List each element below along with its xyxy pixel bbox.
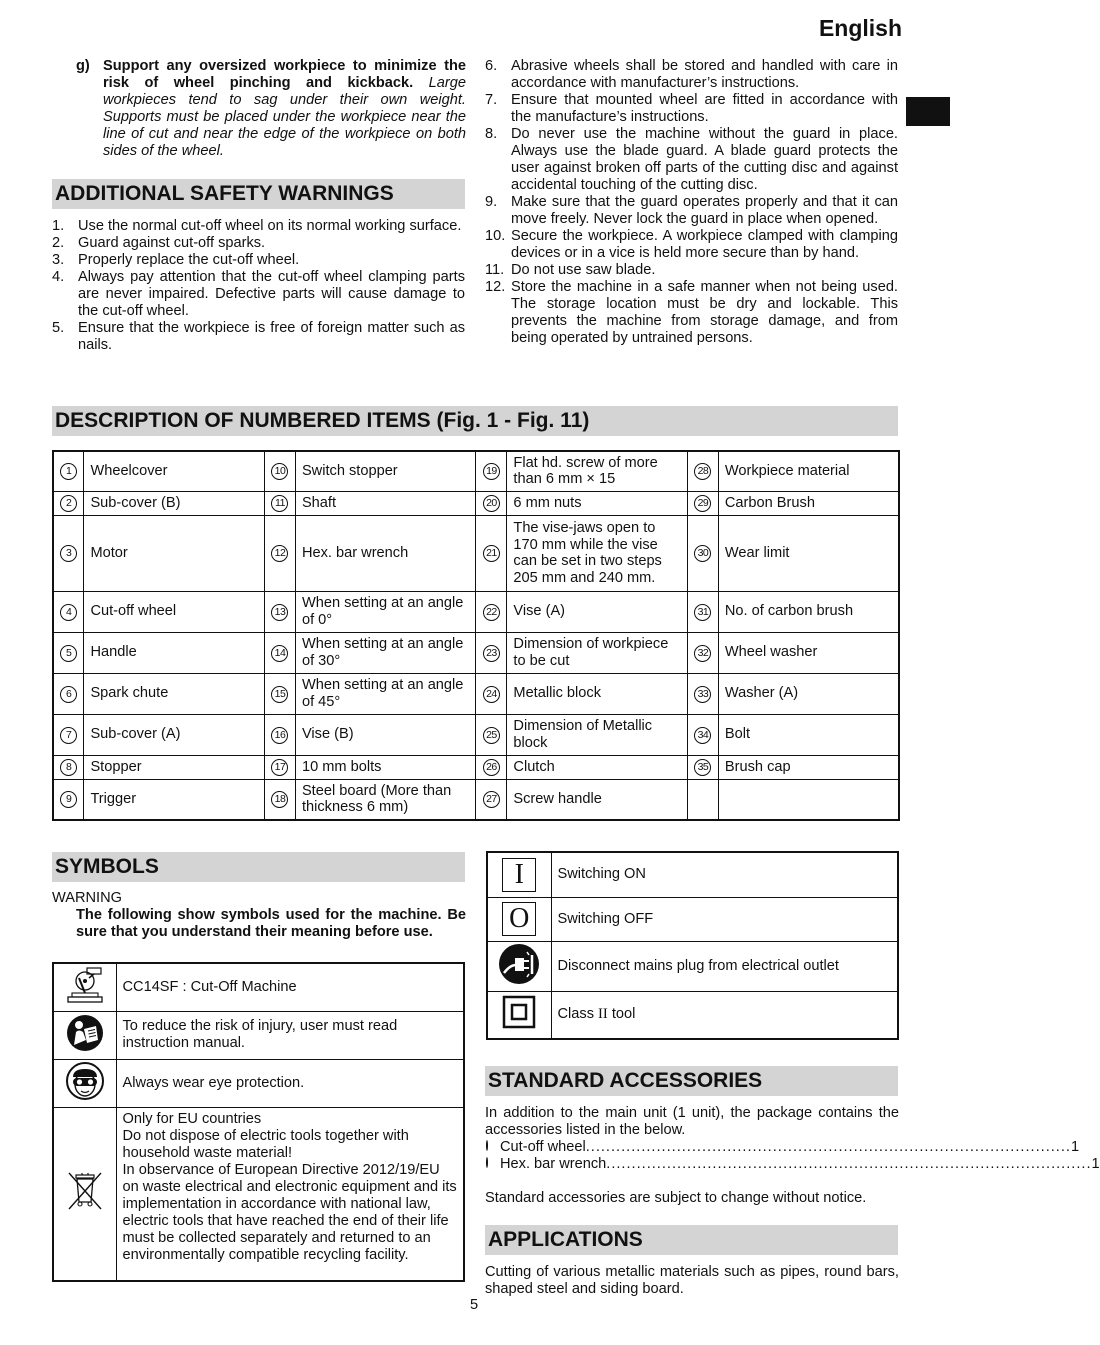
table-row — [53, 591, 899, 632]
additional-safety-heading: ADDITIONAL SAFETY WARNINGS — [52, 179, 465, 209]
item-label: Dimension of Metallic block — [507, 714, 688, 755]
item-number: 4 — [60, 604, 77, 621]
item-number: 9 — [60, 791, 77, 808]
item-number-cell — [265, 632, 296, 673]
item-number-cell — [265, 755, 296, 779]
list-item — [485, 194, 898, 228]
list-item-number: 4. — [52, 269, 65, 285]
item-label — [718, 779, 899, 820]
item-number-cell — [687, 591, 718, 632]
list-item-number: 12. — [485, 279, 506, 295]
item-number-cell — [53, 632, 84, 673]
item-number-cell — [53, 451, 84, 491]
item-label: Flat hd. screw of more than 6 mm × 15 — [507, 451, 688, 491]
disconnect-plug-icon — [498, 943, 540, 985]
eye-protection-icon — [65, 1061, 105, 1101]
symbol-text: Always wear eye protection. — [116, 1059, 464, 1107]
list-item — [52, 218, 465, 235]
list-item-number: 1. — [52, 218, 65, 234]
list-item-text: Abrasive wheels shall be stored and handled with care in accordance with manufacturer’s instructions. — [511, 58, 898, 91]
item-label: Trigger — [84, 779, 265, 820]
item-number: 13 — [271, 604, 288, 621]
list-item-number: 7. — [485, 92, 498, 108]
item-number-cell — [687, 673, 718, 714]
class-ii-icon — [502, 995, 536, 1029]
intro-bold-text: Support any oversized workpiece to minimize the risk of wheel pinching and kickback. — [103, 58, 466, 91]
accessories-intro: In addition to the main unit (1 unit), the package contains the accessories listed in the below. — [485, 1105, 899, 1138]
table-row — [53, 632, 899, 673]
item-label: When setting at an angle of 45° — [295, 673, 476, 714]
symbol-text: CC14SF : Cut-Off Machine — [116, 963, 464, 1011]
applications-heading: APPLICATIONS — [485, 1225, 898, 1255]
weee-bin-icon — [65, 1170, 105, 1212]
warning-text: The following show symbols used for the machine. Be sure that you understand their meaning before use. — [76, 907, 466, 940]
item-label: Motor — [84, 515, 265, 591]
weee-text-body: Only for EU countries Do not dispose of electric tools together with household waste material! In observance of European Directive 2012/19/EU on waste electrical and electronic equipment and its implementation in accordance with national law, electric tools that have reached the end of their life must be collected separately and returned to an environmentally compatible recycling facility. — [122, 1110, 457, 1263]
item-number: 11 — [271, 495, 288, 512]
item-number: 16 — [271, 727, 288, 744]
list-item-text: Ensure that mounted wheel are fitted in accordance with the manufacture’s instructions. — [511, 92, 898, 125]
symbol-icon-cell — [53, 1059, 116, 1107]
item-label: Clutch — [507, 755, 688, 779]
item-number: 30 — [694, 545, 711, 562]
item-label: Steel board (More than thickness 6 mm) — [295, 779, 476, 820]
dot-leader: ................................................................................................ — [585, 1139, 1071, 1155]
item-number: 17 — [271, 759, 288, 776]
item-label: Handle — [84, 632, 265, 673]
item-label: Sub-cover (B) — [84, 491, 265, 515]
item-label: Wheel washer — [718, 632, 899, 673]
item-number-cell — [476, 714, 507, 755]
list-item — [485, 126, 898, 194]
list-item-number: 5. — [52, 320, 65, 336]
symbols-table-right — [486, 851, 899, 1040]
item-label: Sub-cover (A) — [84, 714, 265, 755]
item-number-cell — [265, 714, 296, 755]
item-number-cell — [265, 491, 296, 515]
dot-leader: ................................................................................................ — [606, 1156, 1092, 1172]
symbols-heading: SYMBOLS — [52, 852, 465, 882]
item-number-cell — [53, 591, 84, 632]
symbol-row — [487, 991, 898, 1039]
item-number: 22 — [483, 604, 500, 621]
symbol-row — [487, 852, 898, 897]
list-item-text: Store the machine in a safe manner when not being used. The storage location must be dry and lockable. This prevents the machine from storage damage, and from being operated by untrained persons. — [511, 279, 898, 346]
item-number: 34 — [694, 727, 711, 744]
item-label: Bolt — [718, 714, 899, 755]
accessory-qty: 1 — [1070, 1139, 1080, 1155]
item-number-cell — [687, 714, 718, 755]
item-number: 20 — [483, 495, 500, 512]
symbols-table-left — [52, 962, 465, 1282]
list-item — [485, 279, 898, 347]
list-item-number: 8. — [485, 126, 498, 142]
list-item-text: Guard against cut-off sparks. — [78, 235, 266, 251]
intro-text — [76, 58, 466, 160]
item-number-cell — [265, 779, 296, 820]
item-number: 26 — [483, 759, 500, 776]
list-item-text: Do not use saw blade. — [511, 262, 656, 278]
list-item-text: Secure the workpiece. A workpiece clamped with clamping devices or in a vice is held more secure than by hand. — [511, 228, 898, 261]
accessory-qty: 1 — [1091, 1156, 1100, 1172]
item-number-cell — [476, 673, 507, 714]
standard-accessories-heading: STANDARD ACCESSORIES — [485, 1066, 898, 1096]
list-item — [485, 228, 898, 262]
bullet-icon — [486, 1157, 488, 1168]
list-item — [485, 92, 898, 126]
symbol-icon-cell — [53, 1011, 116, 1059]
item-number: 27 — [483, 791, 500, 808]
item-number-cell — [476, 515, 507, 591]
list-item-number: 11. — [485, 262, 505, 278]
symbol-icon-cell — [487, 852, 551, 897]
item-number-cell — [687, 779, 718, 820]
intro-paragraph-g — [76, 58, 466, 160]
item-label: Switch stopper — [295, 451, 476, 491]
item-label: 10 mm bolts — [295, 755, 476, 779]
item-number-cell — [687, 451, 718, 491]
numbered-items-heading: DESCRIPTION OF NUMBERED ITEMS (Fig. 1 - Fig. 11) — [52, 406, 898, 436]
item-number-cell — [687, 755, 718, 779]
item-label: Vise (A) — [507, 591, 688, 632]
item-number-cell — [265, 673, 296, 714]
list-item-text: Ensure that the workpiece is free of foreign matter such as nails. — [78, 320, 465, 353]
cut-off-machine-icon — [65, 966, 105, 1004]
symbol-row — [53, 963, 464, 1011]
list-item — [52, 320, 465, 354]
item-label: Wheelcover — [84, 451, 265, 491]
item-label: Wear limit — [718, 515, 899, 591]
item-number: 8 — [60, 759, 77, 776]
item-number: 28 — [694, 463, 711, 480]
bullet-icon — [486, 1140, 488, 1151]
item-number-cell — [687, 632, 718, 673]
list-item — [52, 252, 465, 269]
accessory-label: Hex. bar wrench — [500, 1156, 607, 1172]
item-number: 14 — [271, 645, 288, 662]
item-number: 7 — [60, 727, 77, 744]
class-ii-text-before: Class — [557, 1006, 599, 1023]
item-number: 18 — [271, 791, 288, 808]
accessory-label: Cut-off wheel — [500, 1139, 586, 1155]
item-label: Vise (B) — [295, 714, 476, 755]
numbered-items-table — [52, 450, 900, 821]
item-number: 6 — [60, 686, 77, 703]
item-number: 33 — [694, 686, 711, 703]
list-item — [52, 235, 465, 252]
table-row — [53, 515, 899, 591]
item-number-cell — [476, 491, 507, 515]
list-item-text: Always pay attention that the cut-off wheel clamping parts are never impaired. Defective parts will cause damage to the cut-off wheel. — [78, 269, 465, 319]
item-label: Brush cap — [718, 755, 899, 779]
item-number: 5 — [60, 645, 77, 662]
symbol-text — [551, 991, 898, 1039]
applications-text: Cutting of various metallic materials such as pipes, round bars, shaped steel and siding board. — [485, 1264, 899, 1297]
table-row — [53, 755, 899, 779]
list-item-number: 6. — [485, 58, 498, 74]
section-tab-marker — [906, 97, 950, 126]
item-number: 1 — [60, 463, 77, 480]
symbol-icon-cell — [53, 963, 116, 1011]
item-number: 24 — [483, 686, 500, 703]
read-manual-icon — [65, 1013, 105, 1053]
item-number: 2 — [60, 495, 77, 512]
symbol-row — [53, 1011, 464, 1059]
table-row — [53, 451, 899, 491]
item-number-cell — [476, 591, 507, 632]
list-item-number: 10. — [485, 228, 506, 244]
item-number-cell — [476, 755, 507, 779]
list-item-number: 9. — [485, 194, 498, 210]
item-number-cell — [687, 515, 718, 591]
item-number-cell — [53, 779, 84, 820]
symbol-icon-cell — [487, 991, 551, 1039]
item-number: 31 — [694, 604, 711, 621]
list-item-text: Properly replace the cut-off wheel. — [78, 252, 300, 268]
item-number-cell — [687, 491, 718, 515]
item-label: Washer (A) — [718, 673, 899, 714]
item-number: 23 — [483, 645, 500, 662]
intro-italic-text: Large workpieces tend to sag under their own weight. Supports must be placed under the workpiece near the line of cut and near the edge of the workpiece on both sides of the wheel. — [103, 75, 466, 159]
accessory-item — [486, 1139, 1080, 1156]
item-number-cell — [265, 515, 296, 591]
list-item-number: 2. — [52, 235, 65, 251]
weee-text — [116, 1107, 464, 1281]
item-number: 10 — [271, 463, 288, 480]
item-number: 19 — [483, 463, 500, 480]
accessories-note: Standard accessories are subject to change without notice. — [485, 1190, 867, 1206]
list-item — [485, 58, 898, 92]
symbol-icon-cell — [53, 1107, 116, 1281]
switch-on-icon: I — [502, 858, 536, 892]
symbol-icon-cell — [487, 941, 551, 991]
symbol-text: To reduce the risk of injury, user must read instruction manual. — [116, 1011, 464, 1059]
class-ii-text-after: tool — [607, 1006, 636, 1023]
item-label: Spark chute — [84, 673, 265, 714]
symbol-row — [53, 1059, 464, 1107]
item-label: 6 mm nuts — [507, 491, 688, 515]
language-label: English — [818, 15, 902, 41]
item-number-cell — [476, 779, 507, 820]
item-number-cell — [53, 755, 84, 779]
safety-list-continued — [485, 58, 898, 347]
class-ii-roman: II — [598, 1006, 608, 1023]
item-label: Dimension of workpiece to be cut — [507, 632, 688, 673]
table-row — [53, 673, 899, 714]
list-item-number: 3. — [52, 252, 65, 268]
item-number: 25 — [483, 727, 500, 744]
item-label: Metallic block — [507, 673, 688, 714]
table-row — [53, 491, 899, 515]
item-label: When setting at an angle of 30° — [295, 632, 476, 673]
item-number-cell — [476, 451, 507, 491]
list-item-text: Use the normal cut-off wheel on its normal working surface. — [78, 218, 462, 234]
symbol-text: Disconnect mains plug from electrical outlet — [551, 941, 898, 991]
item-number-cell — [53, 714, 84, 755]
item-label: Stopper — [84, 755, 265, 779]
item-number: 35 — [694, 759, 711, 776]
additional-safety-list — [52, 218, 465, 354]
symbol-row — [53, 1107, 464, 1281]
item-label: Cut-off wheel — [84, 591, 265, 632]
item-label: Shaft — [295, 491, 476, 515]
symbol-text: Switching OFF — [551, 897, 898, 941]
item-number: 29 — [694, 495, 711, 512]
symbol-row — [487, 897, 898, 941]
item-number-cell — [265, 451, 296, 491]
item-number: 15 — [271, 686, 288, 703]
item-label: Workpiece material — [718, 451, 899, 491]
page-number: 5 — [470, 1297, 479, 1313]
symbol-text: Switching ON — [551, 852, 898, 897]
item-number-cell — [265, 591, 296, 632]
item-label: No. of carbon brush — [718, 591, 899, 632]
item-number: 32 — [694, 645, 711, 662]
item-number-cell — [476, 632, 507, 673]
table-row — [53, 779, 899, 820]
list-item-text: Do never use the machine without the guard in place. Always use the blade guard. A blade guard protects the user against broken off parts of the cutting disc and against accidental touching of the cutting disc. — [511, 126, 898, 193]
accessories-list — [486, 1139, 1100, 1173]
symbol-icon-cell — [487, 897, 551, 941]
warning-label: WARNING — [52, 890, 122, 906]
item-number: 12 — [271, 545, 288, 562]
list-item-text: Make sure that the guard operates properly and that it can move freely. Never lock the guard in place when opened. — [511, 194, 898, 227]
item-label: Screw handle — [507, 779, 688, 820]
item-number-cell — [53, 491, 84, 515]
item-number-cell — [53, 515, 84, 591]
list-item — [485, 262, 898, 279]
item-label: The vise-jaws open to 170 mm while the vise can be set in two steps 205 mm and 240 mm. — [507, 515, 688, 591]
switch-off-icon: O — [502, 902, 536, 936]
table-row — [53, 714, 899, 755]
accessory-item — [486, 1156, 1100, 1173]
item-label: When setting at an angle of 0° — [295, 591, 476, 632]
list-item — [52, 269, 465, 320]
intro-marker: g) — [76, 58, 90, 74]
item-label: Hex. bar wrench — [295, 515, 476, 591]
symbol-row — [487, 941, 898, 991]
item-number-cell — [53, 673, 84, 714]
item-number: 21 — [483, 545, 500, 562]
item-number: 3 — [60, 545, 77, 562]
item-label: Carbon Brush — [718, 491, 899, 515]
